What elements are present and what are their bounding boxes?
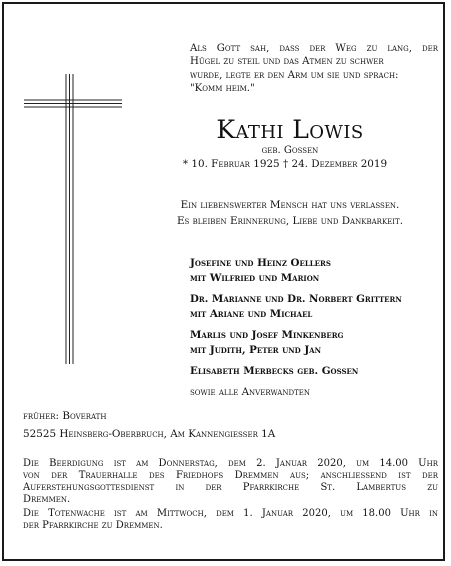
family-group [190, 364, 440, 379]
family-line: Dr. Marianne und Dr. Norbert Grittern [190, 293, 402, 305]
message-line: Es bleiben Erinnerung, Liebe und Dankbarkeit. [176, 215, 404, 227]
poem-line: Hügel zu steil und das Atmen zu schwer [190, 56, 384, 68]
former-residence: früher: Boverath [23, 410, 107, 422]
poem-line: wurde, legte er den Arm um sie und sprach: [190, 69, 399, 81]
vigil-paragraph [23, 508, 438, 532]
funeral-line: Auferstehungsgottesdienst in der Pfarrkirche St. Lambertus zu [23, 482, 438, 493]
vigil-line: der Pfarrkirche zu Dremmen. [23, 520, 163, 531]
obituary-frame [2, 2, 445, 561]
family-group [190, 328, 440, 358]
family-line: Josefine und Heinz Oellers [190, 257, 331, 269]
message-line: Ein liebenswerter Mensch hat uns verlassen. [180, 199, 400, 211]
funeral-line: Dremmen. [23, 494, 71, 505]
mourning-message [150, 197, 430, 229]
vigil-line: Die Totenwache ist am Mittwoch, dem 1. Januar 2020, um 18.00 Uhr in [23, 508, 438, 519]
poem-quote [190, 42, 438, 95]
family-line: mit Ariane und Michael [190, 308, 313, 320]
funeral-line: von der Trauerhalle des Friedhofs Dremmen aus; anschliessend ist der [23, 470, 438, 481]
life-dates: * 10. Februar 1925 † 24. Dezember 2019 [182, 158, 388, 170]
funeral-paragraph [23, 458, 438, 506]
deceased-name: Kathi Lowis [216, 115, 364, 144]
family-group [190, 256, 440, 286]
funeral-info [23, 458, 438, 532]
birth-name: geb. Gossen [261, 145, 319, 156]
family-closing: sowie alle Anverwandten [190, 386, 310, 398]
current-address: 52525 Heinsberg-Oberbruch, Am Kannengiesser 1A [23, 428, 276, 440]
poem-line: Als Gott sah, dass der Weg zu lang, der [190, 43, 438, 54]
poem-line: "Komm heim." [190, 82, 255, 94]
family-line: mit Wilfried und Marion [190, 272, 320, 284]
cross-icon [4, 4, 144, 374]
funeral-line: Die Beerdigung ist am Donnerstag, dem 2. Januar 2020, um 14.00 Uhr [23, 458, 438, 469]
family-line: Elisabeth Merbecks geb. Gossen [190, 365, 359, 377]
family-list [190, 256, 440, 400]
family-line: mit Judith, Peter und Jan [190, 344, 322, 356]
family-group [190, 292, 440, 322]
family-line: Marlis und Josef Minkenberg [190, 329, 344, 341]
